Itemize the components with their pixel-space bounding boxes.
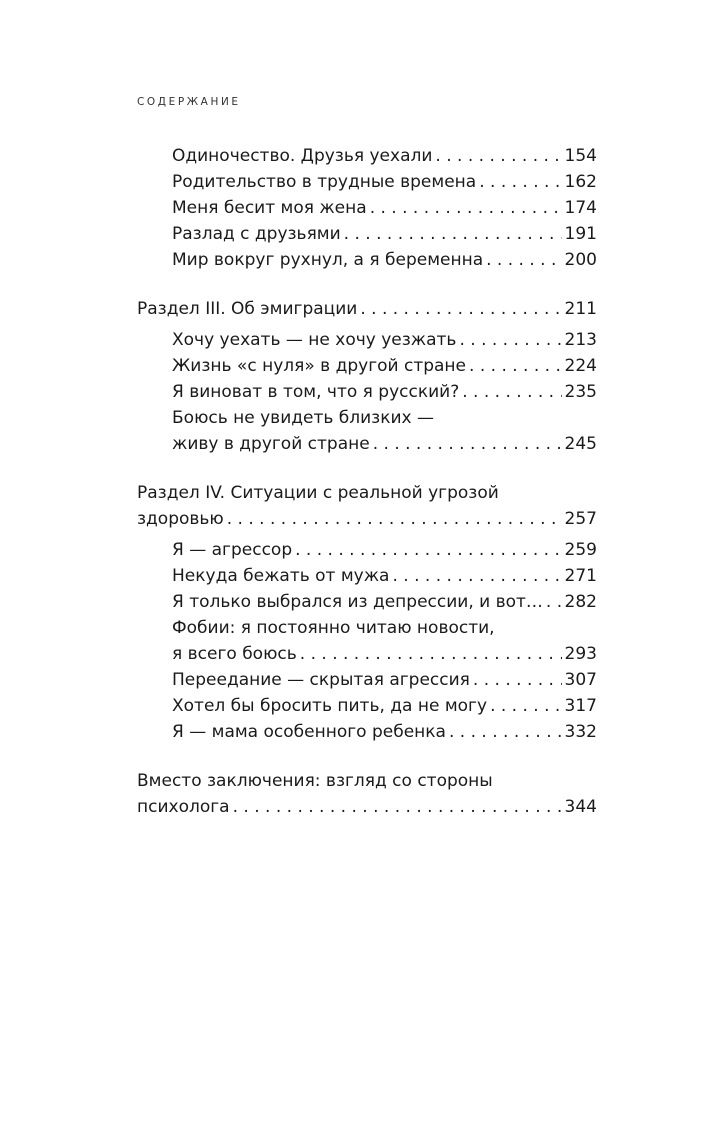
leader-dots xyxy=(227,506,562,532)
toc-entry-title: Переедание — скрытая агрессия xyxy=(172,670,470,690)
toc-entry[interactable] xyxy=(137,563,597,589)
toc-conclusion-first-line[interactable] xyxy=(137,768,597,794)
toc-entry[interactable] xyxy=(137,379,597,405)
leader-dots xyxy=(486,247,561,273)
toc-entry-title: Я только выбрался из депрессии, и вот… xyxy=(172,592,543,612)
toc-entry-page: 224 xyxy=(564,356,597,376)
toc-conclusion[interactable] xyxy=(137,794,597,820)
toc-entry-title: Я виноват в том, что я русский? xyxy=(172,382,460,402)
toc-entry-page: 259 xyxy=(564,540,597,560)
leader-dots xyxy=(462,379,561,405)
running-head: СОДЕРЖАНИЕ xyxy=(137,96,241,108)
toc-entry-first-line[interactable] xyxy=(137,405,597,431)
toc-entry[interactable] xyxy=(137,247,597,273)
leader-dots xyxy=(344,221,562,247)
toc-entry-title: Фобии: я постоянно читаю новости, xyxy=(172,618,495,638)
toc-entry[interactable] xyxy=(137,431,597,457)
toc-entry-title: Я — агрессор xyxy=(172,540,293,560)
toc-part-page: 211 xyxy=(564,299,597,319)
toc-entry[interactable] xyxy=(137,195,597,221)
toc-entry[interactable] xyxy=(137,537,597,563)
table-of-contents xyxy=(137,143,597,820)
toc-entry-title: Родительство в трудные времена xyxy=(172,172,477,192)
leader-dots xyxy=(449,719,562,745)
toc-conclusion-title: психолога xyxy=(137,797,230,817)
toc-part-heading[interactable] xyxy=(137,296,597,322)
leader-dots xyxy=(546,589,562,615)
leader-dots xyxy=(295,537,561,563)
toc-entry-page: 174 xyxy=(564,198,597,218)
toc-entry-page: 154 xyxy=(564,146,597,166)
toc-entry-page: 332 xyxy=(564,722,597,742)
leader-dots xyxy=(490,693,561,719)
leader-dots xyxy=(233,794,562,820)
leader-dots xyxy=(392,563,561,589)
toc-entry-page: 317 xyxy=(564,696,597,716)
toc-part-heading-first-line[interactable] xyxy=(137,480,597,506)
toc-part-title: здоровью xyxy=(137,509,224,529)
toc-entry-first-line[interactable] xyxy=(137,615,597,641)
leader-dots xyxy=(360,296,561,322)
toc-entry-title: Некуда бежать от мужа xyxy=(172,566,390,586)
toc-entry-page: 271 xyxy=(564,566,597,586)
toc-entry-title: Хочу уехать — не хочу уезжать xyxy=(172,330,457,350)
toc-entry[interactable] xyxy=(137,327,597,353)
toc-entry-title: Я — мама особенного ребенка xyxy=(172,722,446,742)
toc-entry[interactable] xyxy=(137,641,597,667)
toc-entry[interactable] xyxy=(137,169,597,195)
toc-entry-title: Одиночество. Друзья уехали xyxy=(172,146,433,166)
toc-conclusion-page: 344 xyxy=(564,797,597,817)
toc-part-page: 257 xyxy=(564,509,597,529)
toc-entry-title: Жизнь «с нуля» в другой стране xyxy=(172,356,467,376)
leader-dots xyxy=(373,431,562,457)
toc-entry-title: Боюсь не увидеть близких — xyxy=(172,408,435,428)
toc-entry-title: Мир вокруг рухнул, а я беременна xyxy=(172,250,484,270)
toc-part-title: Раздел IV. Ситуации с реальной угрозой xyxy=(137,483,499,503)
toc-entry[interactable] xyxy=(137,719,597,745)
toc-entry-page: 213 xyxy=(564,330,597,350)
toc-entry[interactable] xyxy=(137,667,597,693)
toc-conclusion-title: Вместо заключения: взгляд со стороны xyxy=(137,771,493,791)
toc-entry-page: 307 xyxy=(564,670,597,690)
toc-entry-page: 235 xyxy=(564,382,597,402)
toc-entry[interactable] xyxy=(137,693,597,719)
leader-dots xyxy=(473,667,562,693)
leader-dots xyxy=(479,169,561,195)
toc-part-title: Раздел III. Об эмиграции xyxy=(137,299,358,319)
toc-entry-page: 162 xyxy=(564,172,597,192)
toc-entry-page: 293 xyxy=(564,644,597,664)
toc-entry[interactable] xyxy=(137,143,597,169)
leader-dots xyxy=(435,143,561,169)
toc-entry-title: я всего боюсь xyxy=(172,644,297,664)
toc-entry[interactable] xyxy=(137,589,597,615)
toc-part-heading[interactable] xyxy=(137,506,597,532)
toc-entry-title: живу в другой стране xyxy=(172,434,370,454)
toc-entry-title: Хотел бы бросить пить, да не могу xyxy=(172,696,488,716)
toc-entry-page: 200 xyxy=(564,250,597,270)
leader-dots xyxy=(300,641,562,667)
toc-entry-page: 191 xyxy=(564,224,597,244)
toc-entry-page: 282 xyxy=(564,592,597,612)
leader-dots xyxy=(370,195,562,221)
toc-entry[interactable] xyxy=(137,353,597,379)
toc-entry[interactable] xyxy=(137,221,597,247)
toc-entry-title: Разлад с друзьями xyxy=(172,224,341,244)
toc-entry-page: 245 xyxy=(564,434,597,454)
toc-entry-title: Меня бесит моя жена xyxy=(172,198,367,218)
leader-dots xyxy=(459,327,561,353)
leader-dots xyxy=(469,353,562,379)
